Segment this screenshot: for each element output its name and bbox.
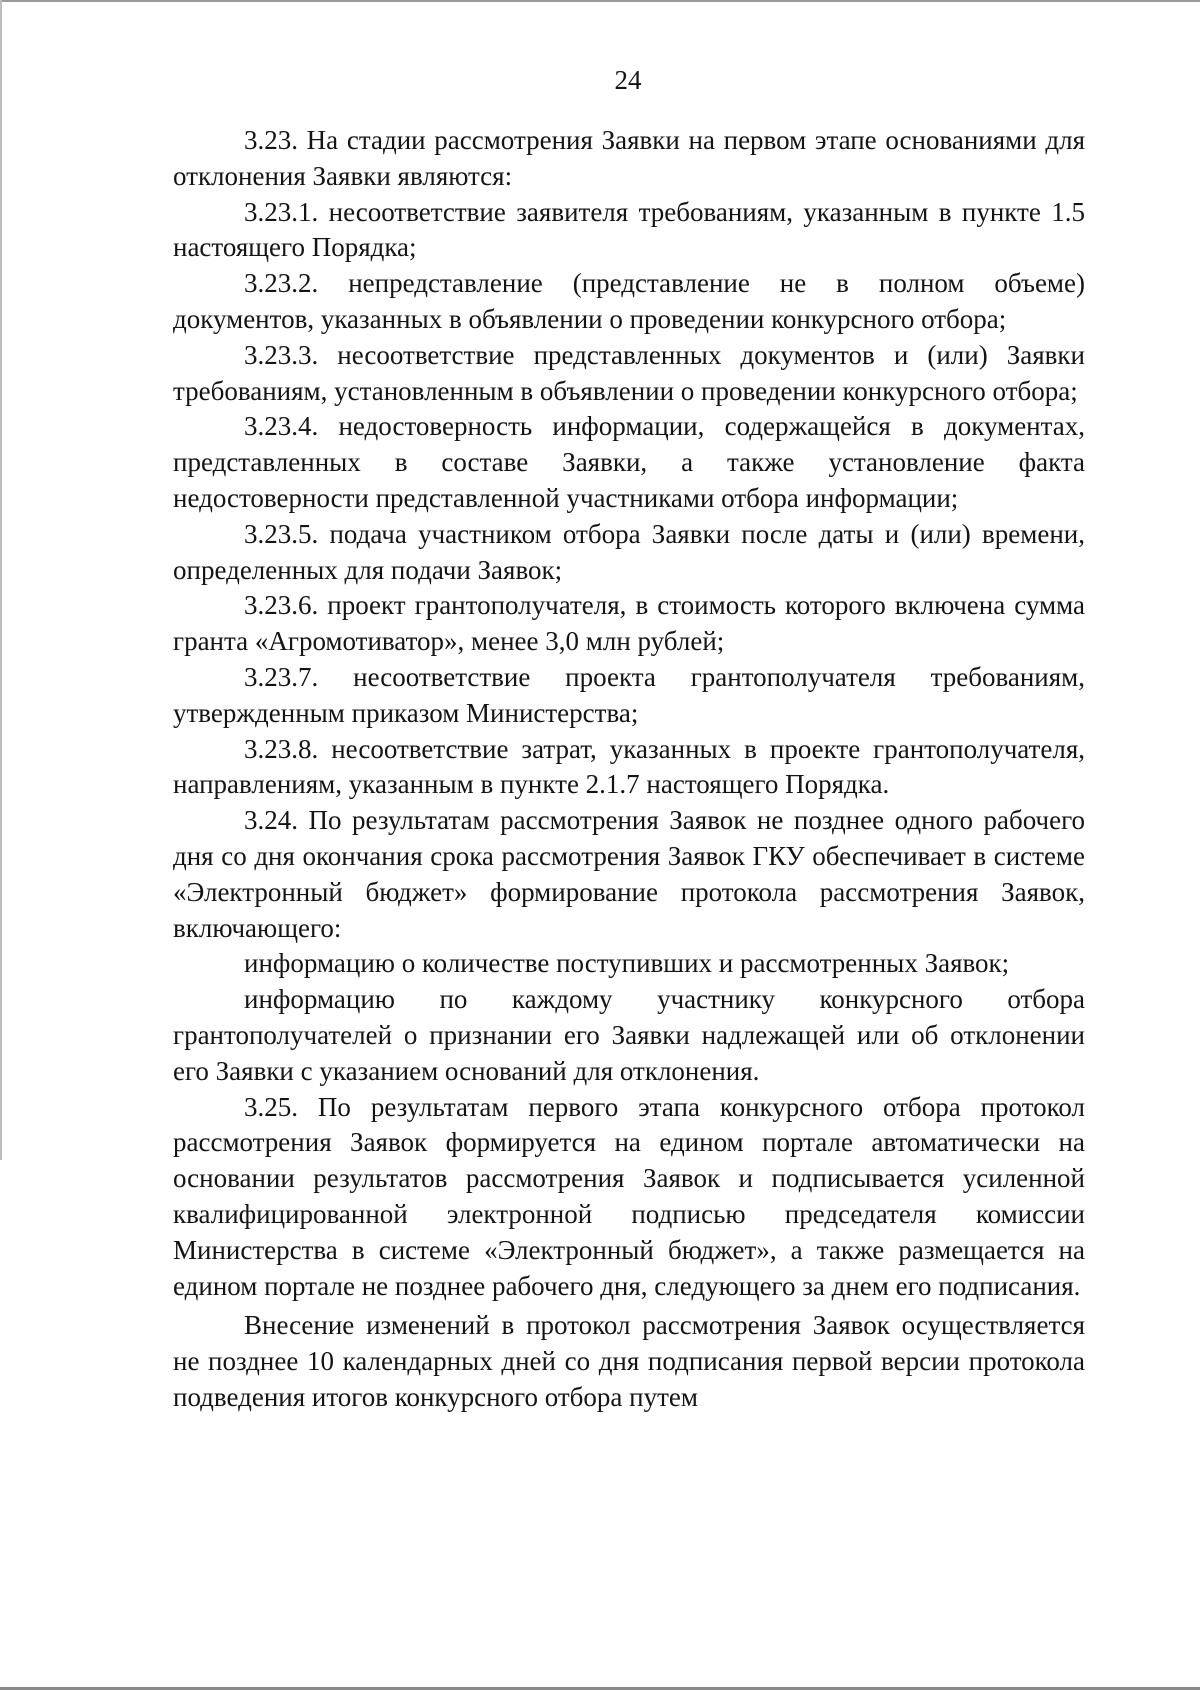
paragraph-3-24-item-count: информацию о количестве поступивших и рассмотренных Заявок; <box>244 948 1010 979</box>
scan-edge-top <box>0 0 1200 2</box>
paragraph-3-23-3: 3.23.3. несоответствие представленных документов и (или) Заявки требованиям, установленным в объявлении о проведении конкурсного отбора; <box>173 339 1085 406</box>
document-body <box>173 123 1085 1416</box>
page-number: 24 <box>614 65 642 95</box>
paragraph-3-24: 3.24. По результатам рассмотрения Заявок не позднее одного рабочего дня со дня окончания срока рассмотрения Заявок ГКУ обеспечивает в системе «Электронный бюджет» формирование протокола рассмотрения Заявок, включающего: <box>173 805 1085 943</box>
paragraph-3-23-2: 3.23.2. непредставление (представление не в полном объеме) документов, указанных в объявлении о проведении конкурсного отбора; <box>173 268 1085 334</box>
paragraph-3-23-1: 3.23.1. несоответствие заявителя требованиям, указанным в пункте 1.5 настоящего Порядка; <box>173 196 1085 263</box>
paragraph-3-25: 3.25. По результатам первого этапа конкурсного отбора протокол рассмотрения Заявок формируется на едином портале автоматически на основании результатов рассмотрения Заявок и подписывается усиленной квалифицированной электронной подписью председателя комиссии Министерства в системе «Электронный бюджет», а также размещается на едином портале не позднее рабочего дня, следующего за днем его подписания. <box>173 1091 1085 1301</box>
paragraph-3-24-item-participant: информацию по каждому участнику конкурсного отбора грантополучателей о признании его Заявки надлежащей или об отклонении его Заявки с указанием оснований для отклонения. <box>173 984 1085 1086</box>
paragraph-3-23-5: 3.23.5. подача участником отбора Заявки после даты и (или) времени, определенных для подачи Заявок; <box>173 518 1085 585</box>
paragraph-protocol-changes: Внесение изменений в протокол рассмотрения Заявок осуществляется не позднее 10 календарных дней со дня подписания первой версии протокола подведения итогов конкурсного отбора путем <box>173 1310 1085 1412</box>
paragraph-3-23-7: 3.23.7. несоответствие проекта грантополучателя требованиям, утвержденным приказом Министерства; <box>173 661 1085 728</box>
paragraph-3-23-4: 3.23.4. недостоверность информации, содержащейся в документах, представленных в составе Заявки, а также установление факта недостоверности представленной участниками отбора информации; <box>173 411 1085 513</box>
paragraph-3-23-6: 3.23.6. проект грантополучателя, в стоимость которого включена сумма гранта «Агромотиватор», менее 3,0 млн рублей; <box>173 590 1085 657</box>
paragraph-3-23-8: 3.23.8. несоответствие затрат, указанных в проекте грантополучателя, направлениям, указанным в пункте 2.1.7 настоящего Порядка. <box>173 733 1085 800</box>
paragraph-3-23: 3.23. На стадии рассмотрения Заявки на первом этапе основаниями для отклонения Заявки являются: <box>173 125 1085 191</box>
scan-edge-left <box>0 0 2 1160</box>
